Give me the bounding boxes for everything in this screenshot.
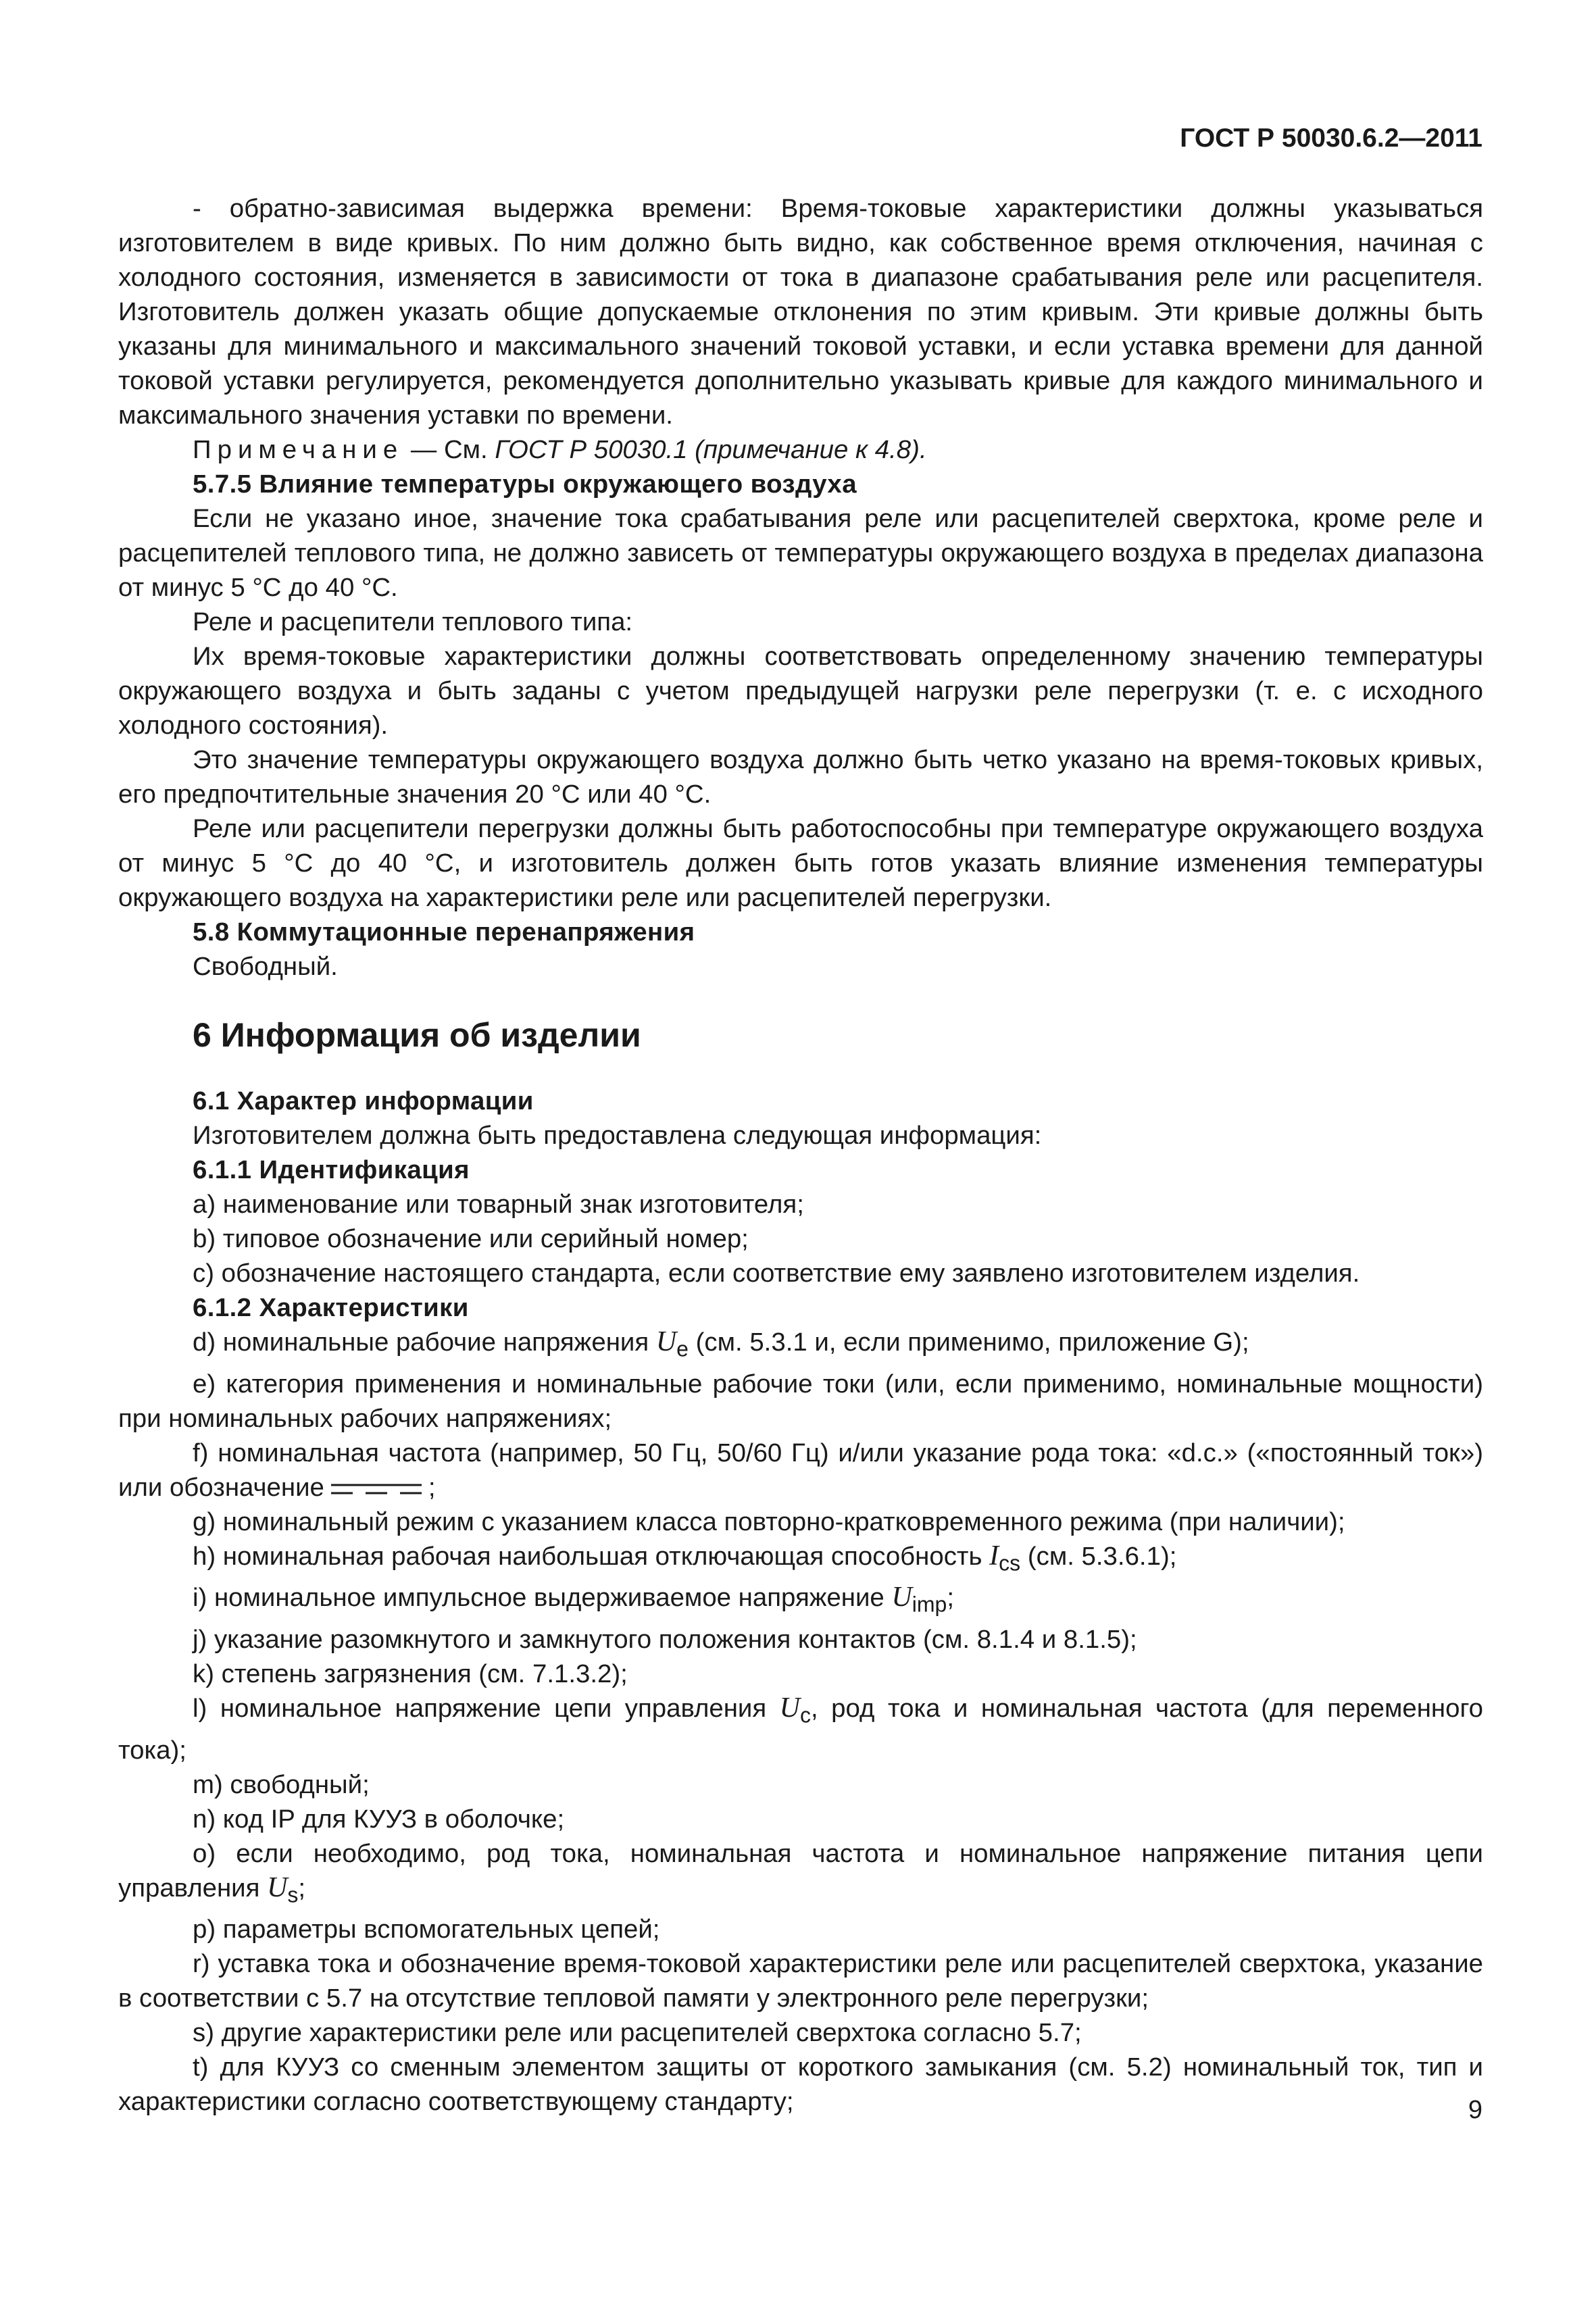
paragraph-time-current: Их время-токовые характеристики должны соответствовать определенному значению температуры окружающего воздуха и быть заданы с учетом предыдущей нагрузки реле перегрузки (т. е. с исходного холодного состояния). xyxy=(118,642,1483,740)
note-text: — См. xyxy=(403,435,495,464)
list-item-p: p) параметры вспомогательных цепей; xyxy=(193,1915,660,1944)
heading-section-6: 6 Информация об изделии xyxy=(193,1016,641,1054)
heading-5-7-5: 5.7.5 Влияние температуры окружающего воздуха xyxy=(193,470,857,499)
heading-6-1: 6.1 Характер информации xyxy=(193,1086,534,1115)
paragraph-inverse-time: - обратно-зависимая выдержка времени: Время-токовые характеристики должны указываться изготовителем в виде кривых. По ним должно быть видно, как собственное время отключения, начиная с холодного состояния, изменяется в зависимости от тока в диапазоне срабатывания реле или расцепителя. Изготовитель должен указать общие допускаемые отклонения по этим кривым. Эти кривые должны быть указаны для минимального и максимального значений токовой уставки, и если уставка времени для данной токовой уставки регулируется, рекомендуется дополнительно указывать кривые для каждого минимального и максимального значения уставки по времени. xyxy=(118,194,1483,430)
list-item-k: k) степень загрязнения (см. 7.1.3.2); xyxy=(193,1659,628,1689)
note-reference: ГОСТ Р 50030.1 (примечание к 4.8). xyxy=(495,435,927,464)
list-item-s: s) другие характеристики реле или расцепителей сверхтока согласно 5.7; xyxy=(193,2018,1082,2048)
list-item-t: t) для КУУЗ со сменным элементом защиты от короткого замыкания (см. 5.2) номинальный ток, тип и характеристики согласно соответствующему стандарту; xyxy=(118,2053,1483,2117)
symbol-ics: I xyxy=(989,1540,999,1571)
direct-current-icon xyxy=(330,1482,423,1496)
list-item-m: m) свободный; xyxy=(193,1769,370,1799)
symbol-uimp: U xyxy=(891,1582,912,1613)
heading-6-1-1: 6.1.1 Идентификация xyxy=(193,1155,470,1184)
paragraph-overload-relays: Реле или расцепители перегрузки должны быть работоспособны при температуре окружающего воздуха от минус 5 °С до 40 °С, и изготовитель должен быть готов указать влияние изменения температуры окружающего воздуха на характеристики реле или расцепителей перегрузки. xyxy=(118,814,1483,912)
heading-6-1-2: 6.1.2 Характеристики xyxy=(193,1293,469,1322)
list-item-l: l) номинальное напряжение цепи управления $U_c$, род тока и номинальная частота (для переменного тока); xyxy=(118,1692,1483,1765)
list-item-a: a) наименование или товарный знак изготовителя; xyxy=(193,1190,804,1219)
note xyxy=(118,432,1483,467)
document-header-id: ГОСТ Р 50030.6.2—2011 xyxy=(1180,124,1482,153)
page-number: 9 xyxy=(1468,2096,1482,2124)
paragraph-temp-value: Это значение температуры окружающего воздуха должно быть четко указано на время-токовых кривых, его предпочтительные значения 20 °С или 40 °С. xyxy=(118,745,1483,809)
symbol-ue: U xyxy=(655,1326,677,1357)
heading-5-8: 5.8 Коммутационные перенапряжения xyxy=(193,917,695,947)
paragraph-free: Свободный. xyxy=(193,952,338,981)
list-item-e: e) категория применения и номинальные рабочие токи (или, если применимо, номинальные мощности) при номинальных рабочих напряжениях; xyxy=(118,1369,1483,1433)
list-item-c: c) обозначение настоящего стандарта, если соответствие ему заявлено изготовителем изделия. xyxy=(193,1259,1360,1288)
note-label: Примечание xyxy=(193,435,404,464)
list-item-h: h) номинальная рабочая наибольшая отключающая способность $I_{cs}$ (см. 5.3.6.1); xyxy=(193,1540,1177,1576)
symbol-uc: U xyxy=(779,1692,801,1724)
document-body xyxy=(118,191,1483,2119)
list-item-n: n) код IP для КУУЗ в оболочке; xyxy=(193,1804,565,1834)
list-item-r: r) уставка тока и обозначение время-токовой характеристики реле или расцепителей сверхтока, указание в соответствии с 5.7 на отсутствие тепловой памяти у электронного реле перегрузки; xyxy=(118,1949,1483,2013)
paragraph-info-intro: Изготовителем должна быть предоставлена следующая информация: xyxy=(193,1121,1042,1150)
list-item-d: d) номинальные рабочие напряжения $U_e$ (см. 5.3.1 и, если применимо, приложение G); xyxy=(193,1326,1249,1361)
list-item-b: b) типовое обозначение или серийный номер; xyxy=(193,1224,749,1253)
list-item-j: j) указание разомкнутого и замкнутого положения контактов (см. 8.1.4 и 8.1.5); xyxy=(193,1625,1137,1655)
list-item-g: g) номинальный режим с указанием класса повторно-кратковременного режима (при наличии); xyxy=(193,1507,1345,1536)
list-item-i: i) номинальное импульсное выдерживаемое напряжение $U_{imp}$; xyxy=(193,1582,955,1617)
list-item-o: o) если необходимо, род тока, номинальная частота и номинальное напряжение питания цепи управления $U_s$; xyxy=(118,1838,1483,1907)
paragraph-thermal-relays: Реле и расцепители теплового типа: xyxy=(193,607,633,636)
symbol-us: U xyxy=(267,1871,288,1903)
paragraph-ambient-temp: Если не указано иное, значение тока срабатывания реле или расцепителей сверхтока, кроме реле и расцепителей теплового типа, не должно зависеть от температуры окружающего воздуха в пределах диапазона от минус 5 °С до 40 °С. xyxy=(118,504,1483,602)
list-item-f: f) номинальная частота (например, 50 Гц, 50/60 Гц) и/или указание рода тока: «d.c.» («постоянный ток») или обозначение ; xyxy=(118,1438,1483,1502)
